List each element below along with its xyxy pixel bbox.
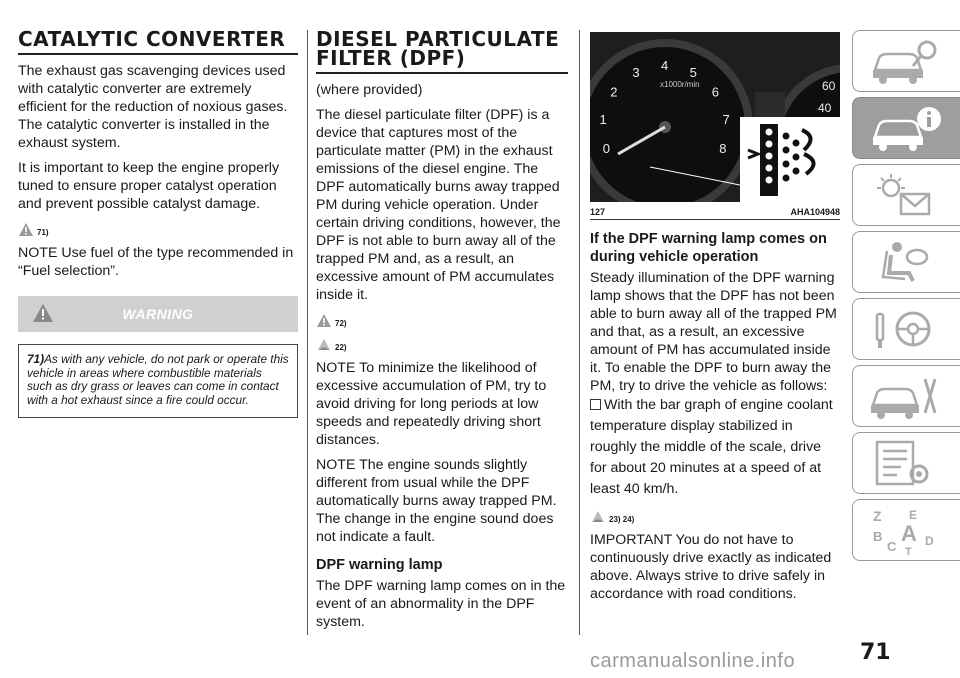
note-paragraph: NOTE The engine sounds slightly different from usual while the DPF automatically burns away trapped PM. The change in the engine sound does not indicate a fault.: [316, 457, 557, 545]
warning-box: [18, 344, 298, 418]
checklist-gear-icon: [869, 438, 941, 488]
warning-triangle-icon: [32, 303, 54, 323]
warning-triangle-icon: [316, 313, 332, 328]
gauge-unit-label: x1000r/min: [660, 80, 700, 89]
tab-safety[interactable]: [852, 231, 960, 293]
gauge-tick: 7: [722, 111, 730, 127]
column-dpf: [316, 27, 568, 631]
gauge-tick: 1: [599, 111, 607, 127]
page-number: 71: [860, 640, 891, 665]
bullet-text: With the bar graph of engine coolant temperature display stabilized in roughly the middle of the scale, drive for about 20 minutes at a speed of at least 40 km/h.: [590, 397, 833, 497]
paragraph: Steady illumination of the DPF warning lamp shows that the DPF has not been able to burn away all of the trapped PM and that, as a result, an excessive amount of PM has accumulated inside it. To enable the DPF to burn away the PM, try to drive the vehicle as follows:: [590, 270, 837, 394]
tab-starting-driving[interactable]: [852, 298, 960, 360]
speedo-tick: 40: [818, 101, 832, 115]
where-provided: (where provided): [316, 82, 423, 98]
car-info-icon: [869, 103, 941, 153]
column-divider: [307, 30, 308, 635]
figure-code: AHA104948: [790, 207, 840, 217]
seat-airbag-icon: [869, 237, 941, 287]
gauge-tick: 4: [661, 58, 669, 73]
reference-number: 23) 24): [609, 515, 635, 524]
paragraph: The diesel particulate filter (DPF) is a device that captures most of the particulate matter (PM) in the exhaust emissions of the diesel engine. The DPF automatically burns away trapped PM during vehicle operation. Under certain driving conditions, however, the DPF is not able to burn away all of the trapped PM and, as a result, an excessive amount of PM accumulates inside it.: [316, 107, 561, 303]
svg-text:Z: Z: [873, 508, 882, 524]
paragraph: The exhaust gas scavenging devices used with catalytic converter are extremely efficient for the reduction of noxious gases. The catalytic converter is installed in the exhaust system.: [18, 63, 288, 151]
svg-text:A: A: [901, 521, 917, 546]
warning-body: As with any vehicle, do not park or operate this vehicle in areas where combustible materials such as dry grass or leaves can come in contact with a hot exhaust since a fire could occur.: [27, 352, 289, 407]
warning-number: 71): [27, 352, 45, 366]
checkbox-bullet-icon: [590, 399, 601, 410]
gauge-tick: 6: [711, 84, 720, 100]
steering-wheel-icon: [869, 304, 941, 354]
tab-index[interactable]: [852, 499, 960, 561]
figure-number: 127: [590, 207, 606, 217]
svg-text:E: E: [909, 508, 918, 522]
car-key-icon: [869, 36, 941, 86]
svg-text:D: D: [925, 534, 934, 548]
column-divider: [579, 30, 580, 635]
chapter-tabs: [852, 30, 960, 566]
warning-label: WARNING: [122, 306, 194, 322]
caution-icon: [590, 509, 606, 524]
tab-getting-to-know-car[interactable]: [852, 30, 960, 92]
paragraph: It is important to keep the engine properly tuned to ensure proper catalyst operation and prevent possible catalyst damage.: [18, 160, 280, 212]
svg-text:T: T: [905, 546, 912, 555]
svg-text:B: B: [873, 529, 883, 544]
tab-lights-messages[interactable]: [852, 164, 960, 226]
caution-reference[interactable]: [316, 334, 568, 352]
column-dpf-operation: [590, 30, 840, 603]
tab-knowing-instrument-panel[interactable]: [852, 97, 960, 159]
warning-text: [27, 353, 289, 407]
warning-reference[interactable]: [18, 219, 298, 237]
instrument-cluster-figure: [590, 32, 840, 202]
reference-number: 71): [37, 228, 49, 237]
gauge-tick: 2: [610, 84, 618, 100]
subheading-lamp-comes-on: If the DPF warning lamp comes on during vehicle operation: [590, 231, 827, 265]
caution-icon: [316, 337, 332, 352]
warning-lights-icon: [869, 170, 941, 220]
column-catalytic-converter: [18, 27, 298, 418]
warning-reference[interactable]: [316, 310, 568, 328]
warning-header: [18, 296, 298, 332]
caution-reference[interactable]: [590, 506, 840, 524]
bullet-item: [590, 395, 840, 500]
tab-technical-specifications[interactable]: [852, 432, 960, 494]
section-title-catalytic: CATALYTIC CONVERTER: [18, 30, 298, 55]
subheading-dpf-lamp: DPF warning lamp: [316, 557, 443, 573]
figure-caption: [590, 205, 840, 220]
tachometer-illustration: [590, 32, 840, 202]
alphabet-index-icon: [869, 505, 941, 555]
gauge-tick: 3: [632, 65, 640, 80]
gauge-tick: 0: [602, 141, 610, 157]
car-tools-icon: [869, 371, 941, 421]
svg-text:C: C: [887, 539, 897, 554]
reference-number: 22): [335, 343, 347, 352]
dpf-warning-lamp-icon: [740, 117, 840, 202]
gauge-tick: 5: [689, 65, 697, 80]
gauge-tick: 8: [719, 141, 727, 157]
speedo-tick: 60: [822, 79, 836, 93]
watermark: carmanualsonline.info: [590, 650, 796, 672]
section-title-dpf: DIESEL PARTICULATE FILTER (DPF): [316, 30, 568, 74]
paragraph: The DPF warning lamp comes on in the event of an abnormality in the DPF system.: [316, 578, 566, 630]
tab-emergency-maintenance[interactable]: [852, 365, 960, 427]
reference-number: 72): [335, 319, 347, 328]
note-paragraph: NOTE Use fuel of the type recommended in “Fuel selection”.: [18, 245, 294, 279]
warning-triangle-icon: [18, 222, 34, 237]
note-paragraph: NOTE To minimize the likelihood of excessive accumulation of PM, try to avoid driving for long periods at low speeds and repeatedly driving short distances.: [316, 360, 547, 448]
important-paragraph: IMPORTANT You do not have to continuously drive exactly as indicated above. Always strive to drive safely in accordance with road conditions.: [590, 532, 832, 602]
